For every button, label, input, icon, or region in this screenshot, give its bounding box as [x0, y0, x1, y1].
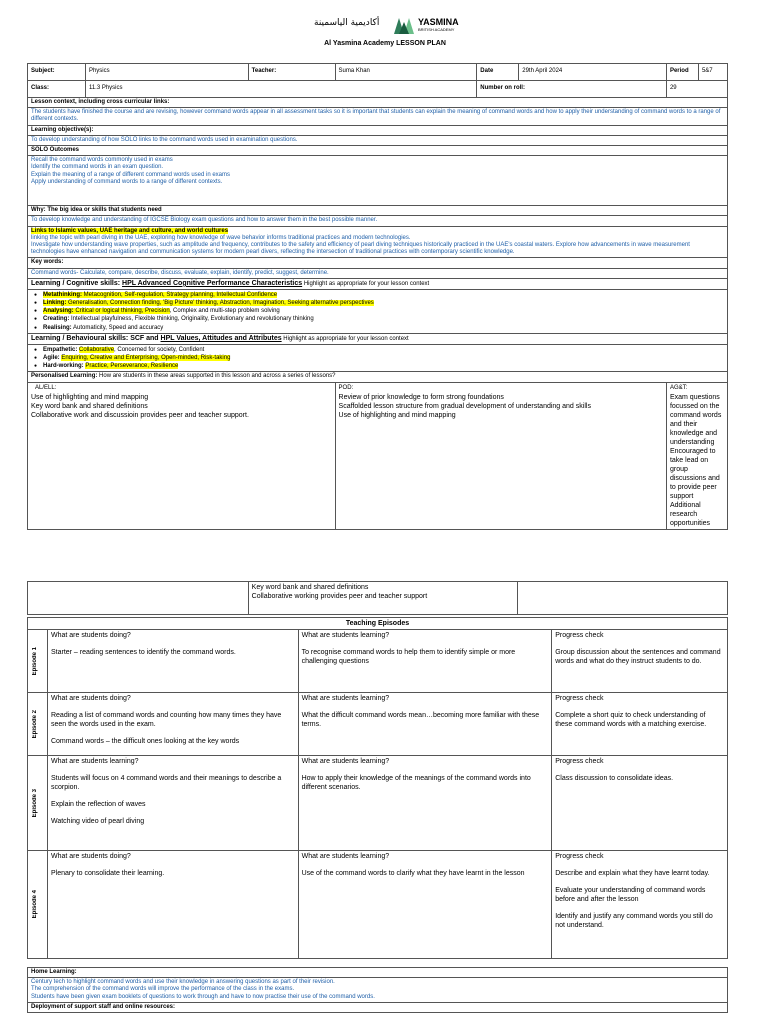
behavioural-item: ● Hard-working: Practice, Perseverance, Resilience — [43, 362, 724, 370]
roll-label: Number on roll: — [477, 81, 667, 98]
why-label: Why: The big idea or skills that students need — [28, 206, 728, 216]
behavioural-hpl-title: HPL Values, Attitudes and Attributes — [160, 334, 282, 342]
personalised-question: How are students in these areas supported in this lesson and across a series of lessons? — [97, 373, 336, 380]
episode-row: Episode 1 What are students doing? Starter – reading sentences to identify the command words. What are students learning? To recognise command words to help them to identify simple or more challenging questions Progress check Group discussion about the sentences and command words and what do they instruct students to do. — [28, 630, 728, 693]
class-label: Class: — [28, 81, 86, 98]
solo-item: Apply understanding of command words to a range of different contexts. — [31, 178, 223, 185]
links-text-1: linking the topic with pearl diving in the UAE, exploring how knowledge of wave behavior informs traditional practices and modern technologies. — [31, 234, 411, 241]
cont-empty-right — [518, 582, 728, 615]
info-row-1 — [28, 64, 728, 81]
solo-label: SOLO Outcomes — [28, 146, 728, 156]
cognitive-item: ● Linking: Generalisation, Connection finding, 'Big Picture' thinking, Abstraction, Imagination, Seeking alternative perspectives — [43, 299, 724, 307]
behavioural-title: Learning / Behavioural skills: SCF and — [31, 334, 161, 342]
cognitive-list — [31, 291, 724, 332]
subject-value: Physics — [85, 64, 248, 81]
al-item: Use of highlighting and mind mapping — [31, 393, 149, 401]
cognitive-item: ● Creating: Intellectual playfulness, Flexible thinking, Originality, Evolutionary and revolutionary thinking — [43, 315, 724, 323]
teaching-episodes-table — [27, 617, 728, 959]
links-text-2: Investigate how understanding wave properties, such as amplitude and frequency, contributes to the safety and efficiency of pearl diving techniques historically practiced in the UAE's coastal waters. Explore how advancements in wave measurement technologies have enhanced navigation and communication systems for modern pearl divers, reflecting the intersection of traditional practices with contemporary scientific knowledge. — [31, 242, 690, 256]
teacher-label: Teacher: — [248, 64, 335, 81]
teacher-value: Suma Khan — [335, 64, 477, 81]
episode-row: Episode 2 What are students doing? Reading a list of command words and counting how many times they have seen the words used in the exam. Command words – the difficult ones looking at the key words What are students learning? What the difficult command words mean…becoming more familiar with these terms. Progress check Complete a short quiz to check understanding of these command words with a matching exercise. — [28, 693, 728, 756]
deploy-label: Deployment of support staff and online resources: — [28, 1002, 728, 1012]
agt-label: AG&T: — [669, 384, 688, 391]
date-label: Date — [477, 64, 519, 81]
cognitive-hint: Highlight as appropriate for your lesson context — [302, 280, 430, 287]
objective-text: To develop understanding of how SOLO links to the command words used in examination questions. — [28, 135, 728, 145]
home-item: Century tech to highlight command words and use their knowledge in answering questions as part of their revision. — [31, 979, 335, 986]
agt-item: Exam questions focussed on the command words and their knowledge and understanding — [669, 393, 722, 446]
solo-row — [28, 156, 728, 206]
solo-label-row — [28, 146, 728, 156]
pod-item: Review of prior knowledge to form strong foundations — [338, 393, 504, 401]
learning-text: What the difficult command words mean…becoming more familiar with these terms. — [301, 712, 540, 728]
cognitive-item: ● Metathinking: Metacognition, Self-regulation, Strategy planning, Intellectual Confidence — [43, 291, 724, 299]
roll-value: 29 — [666, 81, 727, 98]
logo-name: YASMINA — [418, 17, 459, 27]
episode-row: Episode 4 What are students doing? Plenary to consolidate their learning. What are students learning? Use of the command words to clarify what they have learnt in the lesson Progress check Describe and explain what they have learnt today. Evaluate your understanding of command words before and after the lesson Identify and justify any command words you still do not understand. — [28, 851, 728, 959]
home-learning-table — [27, 967, 728, 1013]
cognitive-title-row — [28, 278, 728, 289]
episode-label: Episode 4 — [32, 890, 38, 919]
cont-item: Key word bank and shared definitions — [251, 584, 369, 591]
behavioural-hint: Highlight as appropriate for your lesson context — [281, 335, 409, 342]
pod-item: Scaffolded lesson structure from gradual development of understanding and skills — [338, 402, 591, 410]
check-text: Describe and explain what they have learnt today. — [555, 870, 710, 877]
why-label-row — [28, 206, 728, 216]
personalised-label: Personalised Learning: — [31, 373, 98, 380]
period-value: 5&7 — [698, 64, 727, 81]
check-text: Group discussion about the sentences and command words and what do they instruct students to do. — [555, 649, 721, 665]
cont-item: Collaborative working provides peer and teacher support — [251, 593, 428, 600]
keywords-label: Key words: — [28, 258, 728, 268]
behavioural-title-row — [28, 333, 728, 344]
doing-text: Command words – the difficult ones looking at the key words — [50, 738, 240, 745]
solo-item: Identify the command words in an exam question. — [31, 164, 164, 171]
agt-item: Encouraged to take lead on group discussions and to provide peer support — [669, 447, 720, 500]
episode-label: Episode 2 — [32, 709, 38, 739]
episode-label: Episode 1 — [32, 646, 38, 676]
cognitive-item: ● Analysing: Critical or logical thinking, Precision, Complex and multi-step problem solving — [43, 307, 724, 315]
personalised-label-row — [28, 372, 728, 382]
personalised-continuation — [27, 581, 728, 615]
pod-item: Use of highlighting and mind mapping — [338, 411, 456, 419]
yasmina-logo-icon — [393, 14, 415, 36]
objective-label: Learning objective(s): — [28, 125, 728, 135]
links-label: Links to Islamic values, UAE heritage and culture, and world cultures — [31, 227, 229, 234]
check-text: Complete a short quiz to check understanding of these command words with a matching exercise. — [555, 712, 707, 728]
doing-text: Plenary to consolidate their learning. — [50, 870, 165, 877]
page-title: Al Yasmina Academy LESSON PLAN — [324, 40, 446, 47]
home-item: The comprehension of the command words will improve the performance of the class in the exams. — [31, 986, 295, 993]
home-label: Home Learning: — [28, 968, 728, 978]
pod-label: POD: — [338, 384, 354, 391]
logo-subtitle: BRITISH ACADEMY — [418, 27, 455, 32]
doing-text: Students will focus on 4 command words and their meanings to describe a scorpion. — [50, 775, 282, 791]
solo-item: Recall the command words commonly used in exams — [31, 157, 173, 164]
keywords-row — [28, 268, 728, 278]
objective-row — [28, 135, 728, 145]
episodes-title: Teaching Episodes — [28, 618, 728, 630]
episode-label: Episode 3 — [32, 788, 38, 818]
links-row — [28, 226, 728, 258]
cognitive-item: ● Realising: Automaticity, Speed and accuracy — [43, 324, 724, 332]
arabic-name: أكاديمية الياسمينة — [314, 18, 380, 28]
context-label-row — [28, 98, 728, 108]
learning-text: How to apply their knowledge of the meanings of the command words into different scenarios. — [301, 775, 531, 791]
keywords-text: Command words- Calculate, compare, describe, discuss, evaluate, explain, identify, predict, suggest, determine. — [28, 268, 728, 278]
cognitive-hpl-title: HPL Advanced Cognitive Performance Characteristics — [122, 279, 303, 287]
subject-label: Subject: — [28, 64, 86, 81]
keywords-label-row — [28, 258, 728, 268]
check-text: Evaluate your understanding of command words before and after the lesson — [555, 887, 706, 903]
lesson-plan-table — [27, 63, 728, 530]
objective-label-row — [28, 125, 728, 135]
info-row-2 — [28, 81, 728, 98]
class-value: 11.3 Physics — [85, 81, 476, 98]
learning-text: Use of the command words to clarify what they have learnt in the lesson — [301, 870, 525, 877]
solo-item: Explain the meaning of a range of different command words used in exams — [31, 171, 231, 178]
check-text: Identify and justify any command words you still do not understand. — [555, 913, 713, 929]
doing-text: Starter – reading sentences to identify the command words. — [50, 649, 236, 656]
al-item: Key word bank and shared definitions — [31, 402, 148, 410]
doing-text: Reading a list of command words and counting how many times they have seen the words used in the exam. — [50, 712, 282, 728]
context-label: Lesson context, including cross curricular links: — [28, 98, 728, 108]
al-label: AL/ELL: — [35, 384, 57, 391]
period-label: Period — [666, 64, 698, 81]
behavioural-item: ● Agile: Enquiring, Creative and Enterprising, Open-minded, Risk-taking — [43, 354, 724, 362]
behavioural-list — [31, 346, 724, 371]
context-text: The students have finished the course and are revising, however command words appear in all assessment tasks so it is important that students can explain the meaning of command words and how to apply their understanding of command words to a range of different contexts. — [28, 108, 728, 125]
check-text: Class discussion to consolidate ideas. — [555, 775, 674, 782]
agt-item: Additional research opportunities — [669, 501, 711, 527]
context-row — [28, 108, 728, 125]
al-item: Collaborative work and discussioin provides peer and teacher support. — [31, 411, 249, 419]
doing-text: Watching video of pearl diving — [50, 818, 145, 825]
cognitive-list-row — [28, 289, 728, 333]
why-text: To develop knowledge and understanding of IGCSE Biology exam questions and how to answer them in the best possible manner. — [28, 216, 728, 226]
cognitive-title: Learning / Cognitive skills: — [31, 279, 123, 287]
learning-text: To recognise command words to help them to identify simple or more challenging questions — [301, 649, 516, 665]
cont-empty-left — [28, 582, 249, 615]
home-item: Students have been given exam booklets of questions to work through and have to now practise their use of the command words. — [31, 993, 375, 1000]
episode-row: Episode 3 What are students learning? Students will focus on 4 command words and their meanings to describe a scorpion. Explain the reflection of waves Watching video of pearl diving What are students learning? How to apply their knowledge of the meanings of the command words into different scenarios. Progress check Class discussion to consolidate ideas. — [28, 756, 728, 851]
date-value: 29th April 2024 — [519, 64, 667, 81]
why-row — [28, 216, 728, 226]
personalised-row — [28, 382, 728, 529]
behavioural-item: ● Empathetic: Collaborative, Concerned for society, Confident — [43, 346, 724, 354]
behavioural-list-row — [28, 344, 728, 372]
doing-text: Explain the reflection of waves — [50, 801, 146, 808]
